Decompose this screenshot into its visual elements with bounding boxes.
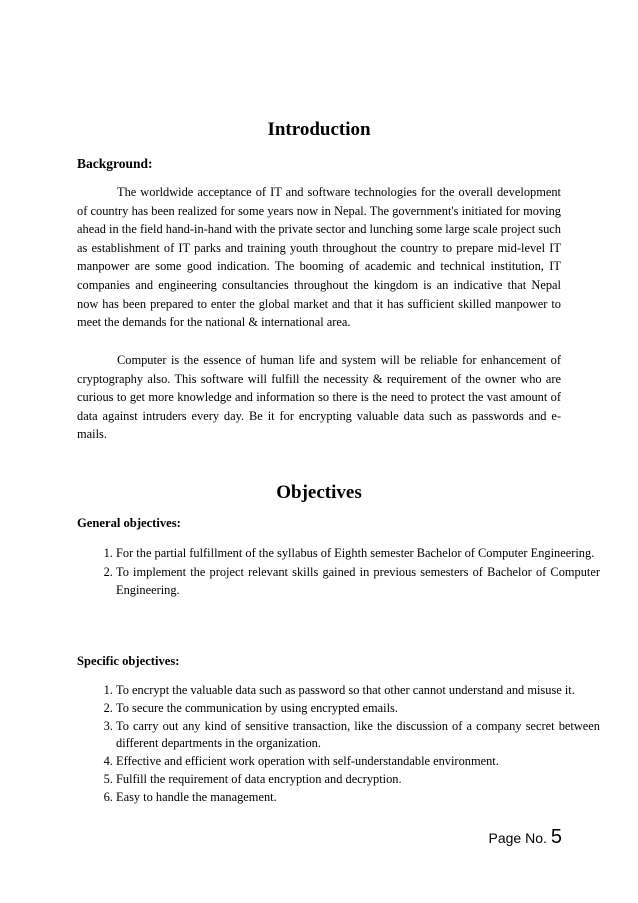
- list-item: 3. To carry out any kind of sensitive transaction, like the discussion of a company secret between different departments in the organization.: [116, 718, 600, 754]
- general-objectives-list: [77, 544, 600, 600]
- list-item: 1. To encrypt the valuable data such as password so that other cannot understand and misuse it.: [116, 682, 600, 700]
- introduction-title: Introduction: [267, 119, 371, 140]
- background-paragraph-1: The worldwide acceptance of IT and software technologies for the overall development of country has been realized for some years now in Nepal. The government's initiated for moving ahead in the field hand-in-hand with the private sector and lunching some large scale project such as establishment of IT parks and training youth throughout the country to prepare mid-level IT manpower are some good indication. The booming of academic and technical institution, IT companies and engineering consultancies throughout the kingdom is an indicative that Nepal now has been prepared to enter the global market and that it has sufficient skilled manpower to meet the demands for the national & international area.: [77, 185, 561, 330]
- list-item: 2. To implement the project relevant skills gained in previous semesters of Bachelor of Computer Engineering.: [116, 563, 600, 600]
- list-item: 5. Fulfill the requirement of data encryption and decryption.: [116, 771, 600, 789]
- general-objectives-heading: General objectives:: [77, 516, 181, 530]
- specific-objectives-list: [77, 682, 600, 807]
- list-item: 2. To secure the communication by using encrypted emails.: [116, 700, 600, 718]
- page-number: 5: [550, 826, 562, 848]
- page-footer: [489, 826, 563, 849]
- page-number-label: Page No.: [488, 830, 547, 846]
- list-item: 4. Effective and efficient work operation with self-understandable environment.: [116, 753, 600, 771]
- objectives-title: Objectives: [276, 482, 362, 503]
- specific-objectives-heading: Specific objectives:: [77, 654, 180, 668]
- background-heading: Background:: [77, 156, 153, 171]
- list-item: 1. For the partial fulfillment of the syllabus of Eighth semester Bachelor of Computer Engineering.: [116, 544, 600, 563]
- background-paragraph-2: Computer is the essence of human life and system will be reliable for enhancement of cryptography also. This software will fulfill the necessity & requirement of the owner who are curious to get more knowledge and information so there is the need to protect the vast amount of data against intruders every day. Be it for encrypting valuable data such as passwords and e-mails.: [77, 353, 561, 442]
- list-item: 6. Easy to handle the management.: [116, 789, 600, 807]
